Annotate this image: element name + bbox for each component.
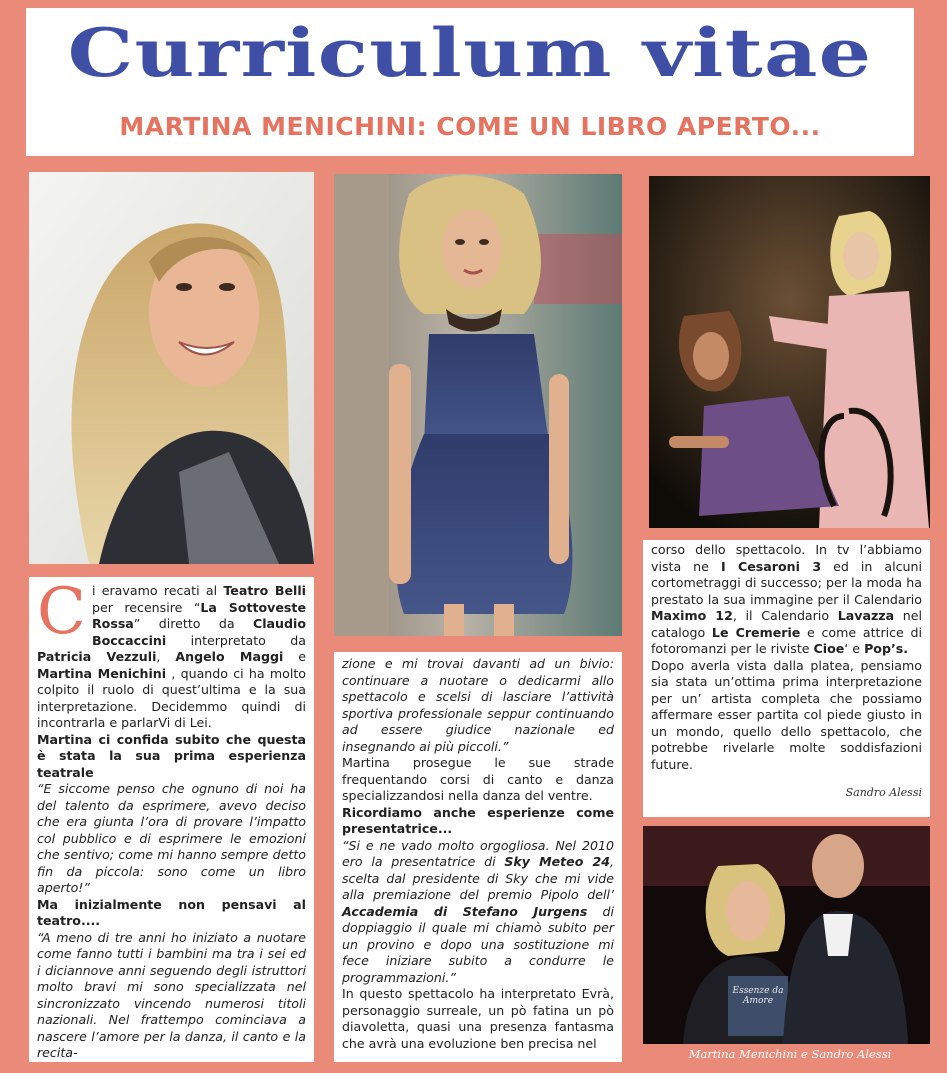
- bold-run: Angelo Maggi: [175, 649, 284, 664]
- bold-run: Teatro Belli: [223, 583, 306, 598]
- text-run: per recensire “: [91, 599, 201, 615]
- text-run: e come attrice di fotoromanzi per le riviste: [651, 624, 922, 656]
- answer: “A meno di tre anni ho iniziato a nuotare come fanno tutti i bambini ma tra i sei ed i diciannove anni seguendo degli istruttori molto bravi mi sono specializzata nel sincronizzato vincendo numerosi titoli nazionali. Nel frattempo cominciava a nascere l’amore per la danza, il canto e la recita-: [37, 929, 306, 1060]
- text-run: “Si e ne vado molto orgogliosa. Nel 2010 ero la presentatrice di: [342, 837, 614, 869]
- text-run: e: [283, 649, 306, 664]
- text-run: corso dello spettacolo. In tv l’abbiamo vista ne: [651, 542, 922, 574]
- text-run: , il Calendario: [732, 608, 838, 623]
- text-run: ” diretto da: [133, 616, 253, 631]
- text-run: interpretato da: [166, 632, 306, 648]
- bold-run: Sky Meteo 24: [504, 854, 610, 869]
- author-signature: Sandro Alessi: [845, 786, 922, 799]
- header-box: [26, 8, 914, 156]
- article-column-1: [29, 577, 314, 1062]
- question: Ma inizialmente non pensavi al teatro....: [37, 896, 306, 928]
- bold-run: Martina Menichini: [37, 665, 167, 681]
- text-run: ,: [156, 649, 176, 664]
- question: Ricordiamo anche esperienze come presentatrice...: [342, 804, 614, 836]
- bold-run: Claudio Boccaccini: [91, 616, 306, 648]
- paragraph: Martina prosegue le sue strade frequentando corsi di canto e danza specializzandosi nella danza del ventre.: [342, 755, 614, 803]
- photo-caption: Martina Menichini e Sandro Alessi: [688, 1047, 892, 1061]
- page-subtitle: MARTINA MENICHINI: COME UN LIBRO APERTO...: [119, 112, 821, 141]
- bold-run: Lavazza: [837, 608, 895, 623]
- bold-run: Cioe: [813, 641, 845, 656]
- text-run: , scelta dal presidente di Sky che mi vide alla premiazione del premio Pipolo dell’: [342, 854, 614, 902]
- bold-run: La Sottoveste Rossa: [91, 599, 306, 631]
- text-run: ed in alcuni cortometraggi di successo; per la moda ha prestato la sua immagine per il Calendario: [651, 558, 922, 607]
- text-run: di doppiaggio il quale mi chiamò subito per un provino e dopo una sostituzione mi fece iniziare subito a condurre le programmazioni.”: [342, 903, 614, 985]
- book-title: Essenze da Amore: [732, 986, 784, 1006]
- text-run: , quando ci ha molto colpito il ruolo di quest’ultima e la sua interpretazione. Decidemmo quindi di incontrarla e parlarVi di Lei.: [37, 665, 306, 730]
- paragraph: In questo spettacolo ha interpretato Evrà, personaggio surreale, un pò fatina un pò diavoletta, quasi una presenza fantasma che avrà una evoluzione ben precisa nel: [342, 986, 614, 1051]
- article-column-3: [643, 540, 930, 817]
- question: Martina ci confida subito che questa è stata la sua prima esperienza teatrale: [37, 731, 306, 780]
- bold-run: Accademia di Stefano Jurgens: [342, 903, 588, 919]
- article-column-2: [334, 652, 622, 1062]
- text-run: nel catalogo: [651, 608, 923, 640]
- bold-run: Le Cremerie: [711, 624, 801, 640]
- text-run: i eravamo recati al: [91, 583, 224, 598]
- drop-cap: C: [37, 577, 86, 649]
- text-run: ‘ e: [844, 641, 865, 656]
- paragraph: Dopo averla vista dalla platea, pensiamo sia stata un’ottima prima interpretazione per un’ artista completa che possiamo affermare esser partita col piede giusto in un mondo, quello dello spettacolo, che potrebbe rivelarle molte soddisfazioni future.: [651, 657, 922, 772]
- duo-photo: [643, 826, 930, 1044]
- answer: “E siccome penso che ognuno di noi ha del talento da esprimere, avevo deciso che era giunta l’ora di provare l’impatto col pubblico e di esprimere le emozioni che sentivo; come mi hanno sempre detto fin da piccola: sono come un libro aperto!”: [37, 781, 306, 895]
- stage-photo: [649, 176, 930, 528]
- fashion-photo: [334, 174, 622, 636]
- bold-run: Maximo 12: [651, 608, 733, 623]
- bold-run: I Cesaroni 3: [720, 558, 822, 574]
- page-title: Curriculum vitae: [67, 14, 873, 92]
- bold-run: Patricia Vezzuli: [37, 649, 157, 664]
- answer: zione e mi trovai davanti ad un bivio: continuare a nuotare o dedicarmi allo spettacolo e scelsi di lasciare l’attività sportiva professionale seppur continuando ad essere giudice nazionale ed insegnando ai più piccoli.”: [342, 656, 614, 754]
- bold-run: Pop’s.: [864, 641, 909, 656]
- answer: [342, 838, 614, 987]
- portrait-photo: [29, 172, 314, 564]
